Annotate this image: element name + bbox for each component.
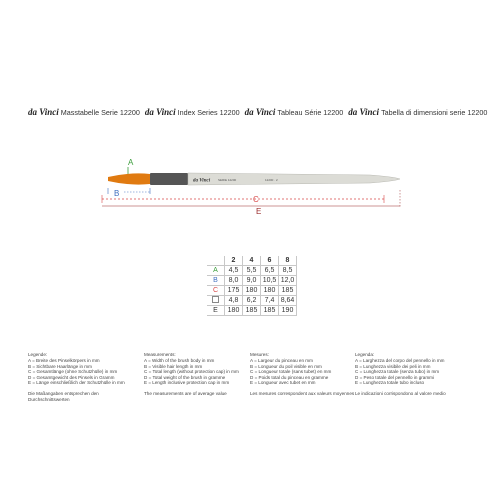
table-cell: 180 [243, 286, 261, 296]
header-segment [348, 108, 490, 117]
table-cell: 7,4 [261, 296, 279, 306]
legend-line: E = Length inclusive protection cap in mm [144, 380, 230, 386]
legend-title: Measurements: [144, 352, 176, 357]
table-row [207, 306, 297, 316]
table-cell: 5,5 [243, 266, 261, 276]
table-cell: 4,8 [225, 296, 243, 306]
table-cell: 185 [279, 286, 297, 296]
legend-note: Die Maßangaben entsprechen den Durchschnittswerten [28, 391, 99, 402]
brand-logo: da Vinci [244, 107, 276, 117]
table-cell: 12,0 [279, 276, 297, 286]
handle-series: SERIE 12200 [218, 178, 237, 182]
row-label-d-icon [207, 296, 225, 306]
table-cell: 175 [225, 286, 243, 296]
row-label: A [207, 266, 225, 276]
brush-ferrule [150, 173, 188, 185]
legend-line: A = Larghezza del corpo del pennello in mm [355, 358, 445, 364]
size-header: 8 [279, 256, 297, 266]
legend-title: Legende: [28, 352, 48, 357]
legend-german [28, 352, 136, 402]
legend-english [144, 352, 252, 397]
legend-title: Mesures: [250, 352, 269, 357]
header-segment [145, 108, 245, 117]
brush-diagram [0, 150, 500, 230]
header-label: Tabella di dimensioni serie 12200 [381, 108, 488, 117]
brush-bristles [108, 173, 150, 184]
table-row [207, 266, 297, 276]
legend-line: C = Lunghezza totale (senza tubo) in mm [355, 369, 440, 375]
legend-line: E = Länge einschließlich der Schutzhülle in mm [28, 380, 125, 386]
header-label: Tableau Série 12200 [277, 108, 344, 117]
legend-line: C = Gesamtlänge (ohne Schutzhülle) in mm [28, 369, 118, 375]
series-header [28, 107, 488, 117]
dimension-label-a: A [128, 158, 134, 167]
brand-logo: da Vinci [348, 107, 380, 117]
handle-brand: da Vinci [193, 178, 211, 184]
header-segment [28, 108, 145, 117]
legend-line: A = Breite des Pinselkörpers in mm [28, 358, 100, 364]
table-cell: 6,2 [243, 296, 261, 306]
table-cell: 185 [261, 306, 279, 316]
table-cell: 8,0 [225, 276, 243, 286]
legend-line: D = Total weight of the brush in gramme [144, 374, 226, 380]
table-cell: 9,0 [243, 276, 261, 286]
table-cell: 8,64 [279, 296, 297, 306]
table-cell: 10,5 [261, 276, 279, 286]
table-cell: 180 [261, 286, 279, 296]
row-label: C [207, 286, 225, 296]
dimension-label-b: B [114, 189, 120, 198]
legend-line: B = Sichtbare Haarlänge in mm [28, 363, 92, 369]
size-table [207, 256, 297, 316]
header-label: Masstabelle Serie 12200 [60, 108, 140, 117]
header-segment [245, 108, 349, 117]
table-cell: 190 [279, 306, 297, 316]
handle-code: 12200 · 2 [265, 178, 278, 182]
legend-note: Le indicazioni corrispondono al valore medio [355, 391, 446, 397]
brush-illustration [0, 150, 500, 230]
legend-line: E = Lunghezza totale tubo incluso [355, 380, 425, 386]
size-header: 4 [243, 256, 261, 266]
table-row [207, 276, 297, 286]
legend-line: C = Total length (without protection cap) in mm [144, 369, 239, 375]
legend-line: D = Poids total du pinceau en gramme [250, 374, 329, 380]
table-row [207, 296, 297, 306]
legend-french [250, 352, 358, 397]
legend-note: Les mesures correspondent aux valeurs moyennes [250, 391, 355, 397]
size-header: 6 [261, 256, 279, 266]
header-label: Index Series 12200 [177, 108, 240, 117]
legend-line: B = Visible hair length in mm [144, 363, 203, 369]
legend-line: D = Gesamtgewicht des Pinsels in Gramm [28, 374, 115, 380]
dimension-label-c: C [253, 195, 259, 204]
legend-line: A = Width of the brush body in mm [144, 358, 215, 364]
legend-italian [355, 352, 463, 397]
table-cell: 8,5 [279, 266, 297, 276]
table-cell: 185 [243, 306, 261, 316]
legend-line: A = Largeur du pinceau en mm [250, 358, 313, 364]
legend-line: B = Lunghezza visibile dei peli in mm [355, 363, 431, 369]
legend-note: The measurements are of average value [144, 391, 227, 397]
table-header-row [207, 256, 297, 266]
weight-box-icon [212, 296, 219, 303]
table-cell: 6,5 [261, 266, 279, 276]
table-corner [207, 256, 225, 266]
size-table-wrapper [207, 256, 297, 316]
table-row [207, 286, 297, 296]
legend-line: D = Peso totale del pennello in grammi [355, 374, 435, 380]
brand-logo: da Vinci [28, 107, 59, 117]
brand-logo: da Vinci [144, 107, 176, 117]
row-label: E [207, 306, 225, 316]
legend-line: E = Longueur avec tubet en mm [250, 380, 316, 386]
legend-line: B = Longueur du poil visible en mm [250, 363, 322, 369]
size-header: 2 [225, 256, 243, 266]
dimension-label-e: E [256, 207, 262, 216]
legend-title: Legenda: [355, 352, 375, 357]
legend-line: C = Longueur totale (sans tubet) en mm [250, 369, 332, 375]
table-cell: 4,5 [225, 266, 243, 276]
table-cell: 180 [225, 306, 243, 316]
row-label: B [207, 276, 225, 286]
